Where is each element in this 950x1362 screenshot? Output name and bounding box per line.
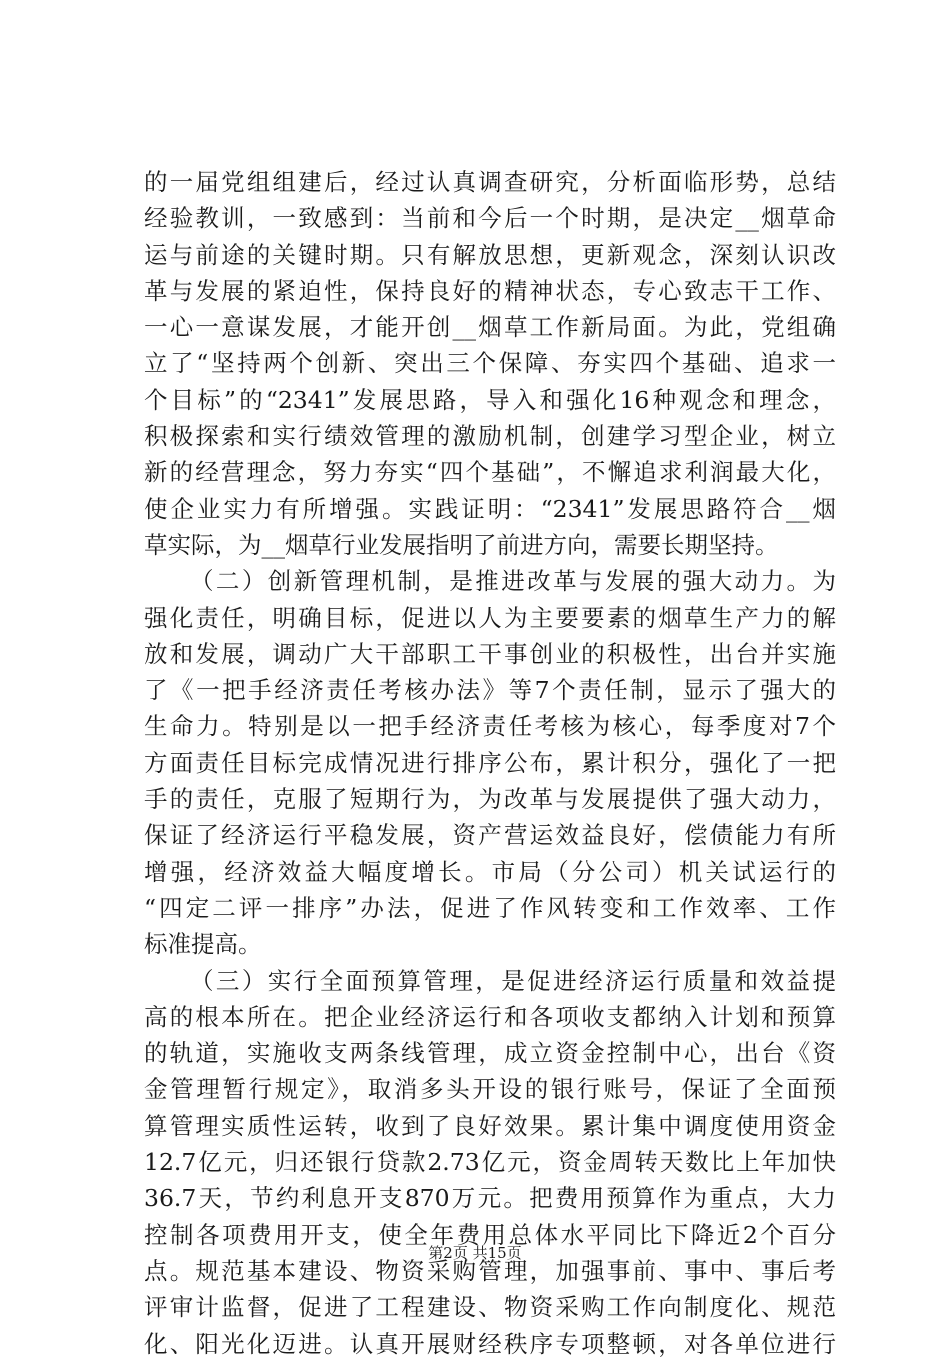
text-line: 的轨道，实施收支两条线管理，成立资金控制中心，出台《资 [144,1039,836,1068]
text-line: 12.7亿元，归还银行贷款2.73亿元，资金周转天数比上年加快 [144,1148,836,1177]
text-line: 运与前途的关键时期。只有解放思想，更新观念，深刻认识改 [144,240,836,269]
text-line: 立了“坚持两个创新、突出三个保障、夯实四个基础、追求一 [144,349,836,378]
text-line: 高的根本所在。把企业经济运行和各项收支都纳入计划和预算 [144,1002,836,1031]
text-line: 化、阳光化迈进。认真开展财经秩序专项整顿，对各单位进行 [144,1329,836,1358]
text-line: 金管理暂行规定》，取消多头开设的银行账号，保证了全面预 [144,1075,836,1104]
text-line: 积极探索和实行绩效管理的激励机制，创建学习型企业，树立 [144,422,836,451]
page-number-footer: 第2页 共15页 [428,1244,522,1262]
text-line: 一心一意谋发展，才能开创__烟草工作新局面。为此，党组确 [144,313,836,342]
text-line: 方面责任目标完成情况进行排序公布，累计积分，强化了一把 [144,748,836,777]
text-line: 控制各项费用开支，使全年费用总体水平同比下降近2个百分 [144,1220,836,1249]
text-line: 新的经营理念，努力夯实“四个基础”，不懈追求利润最大化， [144,458,836,487]
text-line: 强化责任，明确目标，促进以人为主要要素的烟草生产力的解 [144,603,836,632]
text-line: “四定二评一排序”办法，促进了作风转变和工作效率、工作 [144,893,836,922]
text-line: 算管理实质性运转，收到了良好效果。累计集中调度使用资金 [144,1111,836,1140]
text-line: 使企业实力有所增强。实践证明：“2341”发展思路符合__烟 [144,494,836,523]
text-line: 36.7天，节约利息开支870万元。把费用预算作为重点，大力 [144,1184,836,1213]
text-line: 了《一把手经济责任考核办法》等7个责任制，显示了强大的 [144,676,836,705]
text-line: 手的责任，克服了短期行为，为改革与发展提供了强大动力， [144,785,836,814]
text-line: 保证了经济运行平稳发展，资产营运效益良好，偿债能力有所 [144,821,836,850]
text-line: 增强，经济效益大幅度增长。市局（分公司）机关试运行的 [144,857,836,886]
text-line: 点。规范基本建设、物资采购管理，加强事前、事中、事后考 [144,1256,836,1285]
text-line: 草实际，为__烟草行业发展指明了前进方向，需要长期坚持。 [144,530,779,559]
paragraph-start-line: （二）创新管理机制，是推进改革与发展的强大动力。为 [190,567,836,596]
text-line: 的一届党组组建后，经过认真调查研究，分析面临形势，总结 [144,168,836,196]
body-text [144,164,836,1362]
text-line: 革与发展的紧迫性，保持良好的精神状态，专心致志干工作、 [144,276,836,305]
paragraph-start-line: （三）实行全面预算管理，是促进经济运行质量和效益提 [190,966,836,995]
text-line: 生命力。特别是以一把手经济责任考核为核心，每季度对7个 [144,712,836,741]
text-line: 评审计监督，促进了工程建设、物资采购工作向制度化、规范 [144,1293,836,1322]
text-line: 经验教训，一致感到：当前和今后一个时期，是决定__烟草命 [144,204,836,233]
text-line: 个目标”的“2341”发展思路，导入和强化16种观念和理念， [144,385,836,414]
text-line: 放和发展，调动广大干部职工干事创业的积极性，出台并实施 [144,639,836,668]
text-line: 标准提高。 [144,930,262,959]
